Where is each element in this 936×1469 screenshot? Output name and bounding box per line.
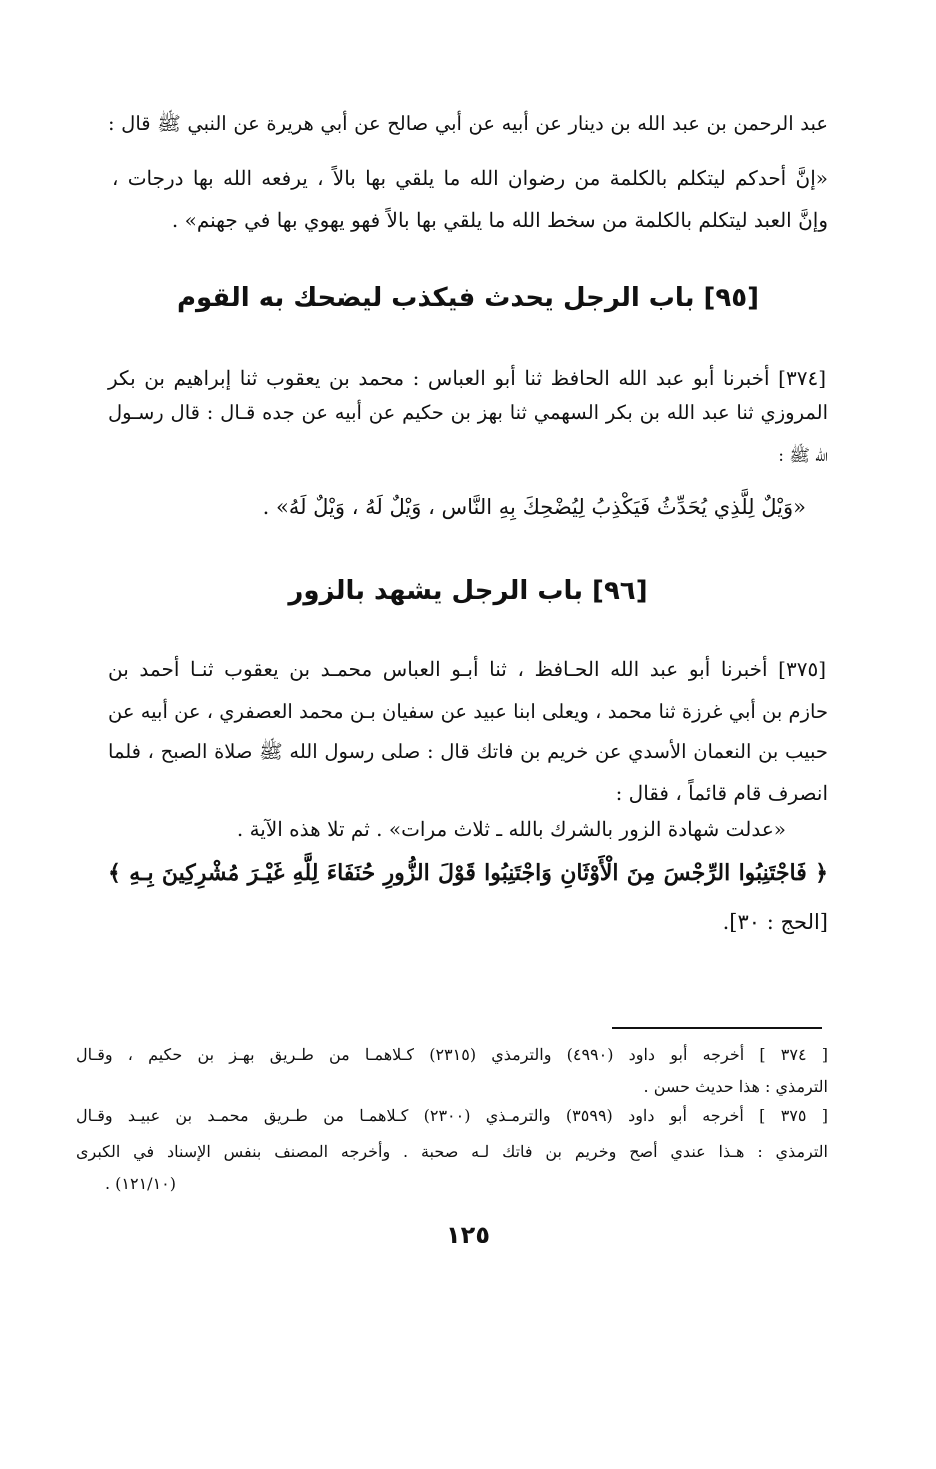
footnote-375-line-2: الترمذي : هـذا عندي أصح وخريم بن فاتك لـه صحبة . وأخرجه المصنف بنفس الإسناد في الكبرى xyxy=(76,1142,828,1161)
section-96-heading: [٩٦] باب الرجل يشهد بالزور xyxy=(288,576,648,606)
footnote-374-line-2: الترمذي : هذا حديث حسن . xyxy=(643,1077,828,1096)
footnote-375-line-3: (١٢١/١٠) . xyxy=(104,1174,176,1193)
top-line-2: «إنَّ أحدكم ليتكلم بالكلمة من رضوان الله ما يلقي بها بالاً ، يرفعه الله بها درجات ، xyxy=(112,166,828,190)
section-95-line-3: الله ﷺ : xyxy=(778,446,828,466)
section-96-line-5: «عدلت شهادة الزور بالشرك بالله ـ ثلاث مرات» . ثم تلا هذه الآية . xyxy=(236,817,786,841)
footnote-divider xyxy=(612,1027,822,1029)
section-95-line-1: [٣٧٤] أخبرنا أبو عبد الله الحافظ ثنا أبو العباس : محمد بن يعقوب ثنا إبراهيم بن بكر xyxy=(108,366,826,390)
top-line-1: عبد الرحمن بن عبد الله بن دينار عن أبيه عن أبي صالح عن أبي هريرة عن النبي ﷺ قال : xyxy=(108,112,828,135)
footnote-375-line-1: [ ٣٧٥ ] أخرجه أبو داود (٣٥٩٩) والترمـذي (٢٣٠٠) كـلاهمـا من طـريق محمـد بن عبيـد وقـال xyxy=(76,1106,828,1125)
section-95-quote: «وَيْلٌ لِلَّذِي يُحَدِّثُ فَيَكْذِبُ لِيُضْحِكَ بِهِ النَّاس ، وَيْلٌ لَهُ ، وَيْلٌ لَهُ» . xyxy=(262,495,806,519)
section-96-quran-reference: [الحج : ٣٠]. xyxy=(722,910,828,934)
top-line-3: وإنَّ العبد ليتكلم بالكلمة من سخط الله ما يلقي بها بالاً فهو يهوي بها في جهنم» . xyxy=(171,208,828,232)
section-96-line-3: حبيب بن النعمان الأسدي عن خريم بن فاتك قال : صلى رسول الله ﷺ صلاة الصبح ، فلما xyxy=(108,740,828,763)
footnote-374-line-1: [ ٣٧٤ ] أخرجه أبو داود (٤٩٩٠) والترمذي (٢٣١٥) كـلاهمـا من طـريق بهـز بن حكيم ، وقـال xyxy=(76,1045,828,1064)
section-96-line-2: حازم بن أبي غرزة ثنا محمد ، ويعلى ابنا عبيد عن سفيان بـن محمد العصفري ، عن أبيه عن xyxy=(108,700,828,723)
page-number: ١٢٥ xyxy=(446,1221,490,1249)
section-95-heading: [٩٥] باب الرجل يحدث فيكذب ليضحك به القوم xyxy=(176,283,760,313)
section-96-line-4: انصرف قام قائماً ، فقال : xyxy=(615,781,828,805)
section-96-line-1: [٣٧٥] أخبرنا أبو عبد الله الحـافظ ، ثنا أبـو العباس محمـد بن يعقوب ثنـا أحمد بن xyxy=(108,657,826,681)
section-95-line-2: المروزي ثنا عبد الله بن بكر السهمي ثنا بهز بن حكيم عن أبيه عن جده قـال : قال رسـول xyxy=(108,401,828,424)
section-96-quran-verse: ﴿ فَاجْتَنِبُوا الرِّجْسَ مِنَ الْأَوْثَانِ وَاجْتَنِبُوا قَوْلَ الزُّورِ حُنَفَاءَ لِلَّهِ غَيْـرَ مُشْرِكِينَ بِـهِ ﴾ xyxy=(108,860,828,886)
